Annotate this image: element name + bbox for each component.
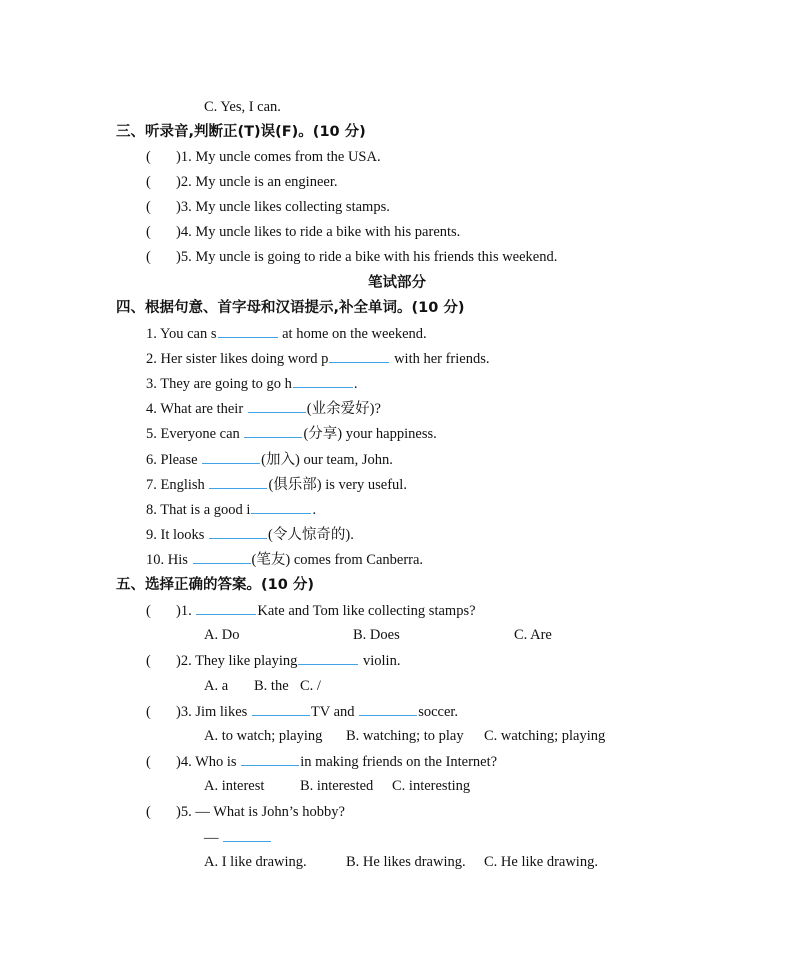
section-4-item-3: 3. They are going to go h .	[146, 373, 358, 394]
answer-blank[interactable]	[248, 398, 306, 413]
answer-blank[interactable]	[209, 524, 267, 539]
answer-blank[interactable]	[329, 348, 389, 363]
section-4-item-6: 6. Please (加入) our team, John.	[146, 449, 393, 470]
answer-blank[interactable]	[193, 549, 251, 564]
previous-question-option-c: C. Yes, I can.	[204, 99, 281, 115]
section-5-question-1: ( )1. Kate and Tom like collecting stamps?	[146, 600, 476, 621]
section-5-question-5-answer-line: —	[204, 827, 272, 848]
section-4-item-7: 7. English (俱乐部) is very useful.	[146, 474, 407, 495]
answer-blank[interactable]	[218, 323, 278, 338]
answer-blank[interactable]	[359, 701, 417, 716]
section-4-item-2: 2. Her sister likes doing word p with her friends.	[146, 348, 490, 369]
option-c[interactable]: C. interesting	[392, 778, 471, 794]
section-3-item-4: ( )4. My uncle likes to ride a bike with his parents.	[146, 224, 461, 240]
section-4-item-8: 8. That is a good i .	[146, 499, 316, 520]
option-b[interactable]: B. the	[254, 678, 289, 694]
answer-blank[interactable]	[293, 373, 353, 388]
option-a[interactable]: A. Do	[204, 627, 240, 643]
option-b[interactable]: B. He likes drawing.	[346, 854, 466, 870]
answer-blank[interactable]	[202, 449, 260, 464]
option-a[interactable]: A. I like drawing.	[204, 854, 307, 870]
option-b[interactable]: B. Does	[353, 627, 400, 643]
option-a[interactable]: A. a	[204, 678, 229, 694]
option-c[interactable]: C. /	[300, 678, 321, 694]
section-4-item-4: 4. What are their (业余爱好)?	[146, 398, 381, 419]
section-3-item-3: ( )3. My uncle likes collecting stamps.	[146, 199, 390, 215]
section-3-item-1: ( )1. My uncle comes from the USA.	[146, 149, 381, 165]
answer-blank[interactable]	[196, 600, 256, 615]
section-4-item-10: 10. His (笔友) comes from Canberra.	[146, 549, 423, 570]
section-3-title: 三、听录音,判断正(T)误(F)。(10 分)	[116, 124, 366, 140]
written-part-title: 笔试部分	[368, 275, 426, 291]
section-3-item-5: ( )5. My uncle is going to ride a bike with his friends this weekend.	[146, 249, 558, 265]
section-4-item-9: 9. It looks (令人惊奇的).	[146, 524, 354, 545]
option-a[interactable]: A. interest	[204, 778, 265, 794]
option-b[interactable]: B. watching; to play	[346, 728, 464, 744]
section-5-question-4: ( )4. Who is in making friends on the Internet?	[146, 751, 497, 772]
section-5-title: 五、选择正确的答案。(10 分)	[116, 577, 314, 593]
answer-blank[interactable]	[244, 423, 302, 438]
option-c[interactable]: C. He like drawing.	[484, 854, 598, 870]
answer-blank[interactable]	[251, 499, 311, 514]
section-4-item-1: 1. You can s at home on the weekend.	[146, 323, 427, 344]
section-3-item-2: ( )2. My uncle is an engineer.	[146, 174, 338, 190]
answer-blank[interactable]	[223, 827, 271, 842]
option-c[interactable]: C. watching; playing	[484, 728, 606, 744]
answer-blank[interactable]	[252, 701, 310, 716]
section-4-item-5: 5. Everyone can (分享) your happiness.	[146, 423, 437, 444]
answer-blank[interactable]	[298, 650, 358, 665]
section-5-question-2: ( )2. They like playing violin.	[146, 650, 400, 671]
section-4-title: 四、根据句意、首字母和汉语提示,补全单词。(10 分)	[116, 300, 465, 316]
option-c[interactable]: C. Are	[514, 627, 552, 643]
option-a[interactable]: A. to watch; playing	[204, 728, 323, 744]
option-b[interactable]: B. interested	[300, 778, 374, 794]
section-5-question-5: ( )5. — What is John’s hobby?	[146, 804, 345, 820]
answer-blank[interactable]	[241, 751, 299, 766]
section-5-question-3: ( )3. Jim likes TV and soccer.	[146, 701, 458, 722]
answer-blank[interactable]	[209, 474, 267, 489]
